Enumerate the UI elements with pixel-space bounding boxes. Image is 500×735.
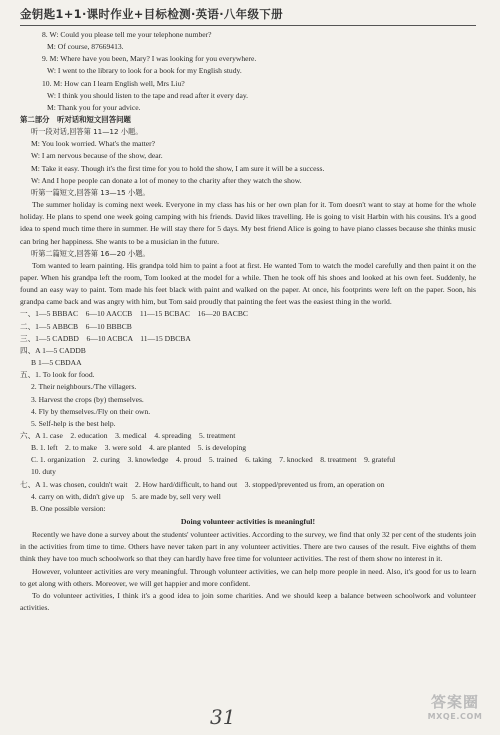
answer-line: 二、1—5 ABBCB 6—10 BBBCB — [20, 321, 132, 331]
answer-line: 一、1—5 BBBAC 6—10 AACCB 11—15 BCBAC 16—20 BACBC — [20, 309, 248, 319]
answer-line: 三、1—5 CADBD 6—10 ACBCA 11—15 DBCBA — [20, 333, 191, 343]
answer-key — [20, 308, 476, 515]
watermark-text: 答案圈 — [430, 693, 479, 711]
answer-line: 五、1. To look for food. — [20, 370, 95, 380]
passage-2: Tom wanted to learn painting. His grandpa told him to paint a foot at first. He wanted Tom to watch the model carefully and then paint it on the paper. When his grandpa left the room, Tom looked at the model for a while. Then he took off his shoes and looked at his own feet. Suddenly, he found an easy way to paint. Tom made his feet black with paint and walked on the paper. At once, his footprints were left on the paper. Soon, his grandpa came back and was angry with him, but Tom said proudly that painting the feet was the easiest thing in the world. — [20, 260, 476, 307]
text-line: M: You look worried. What's the matter? — [31, 139, 155, 149]
answer-line: 4. carry on with, didn't give up 5. are made by, sell very well — [31, 491, 221, 501]
essay-paragraph: Recently we have done a survey about the students' volunteer activities. According to the survey, we find that only 32 per cent of the students join in the activities from time to time. Others have never taken part in any volunteer activities. There are two causes of the result. Five eighths of them think they have too much schoolwork so that they can hardly have free time for volunteer activities. The rest of them show no interest in it. — [20, 530, 476, 564]
text-line: 10. M: How can I learn English well, Mrs Liu? — [42, 78, 185, 88]
dialogue-block-2 — [20, 138, 476, 187]
watermark-url: MXQE.COM — [427, 712, 483, 721]
answer-line: B 1—5 CBDAA — [31, 358, 82, 368]
answer-line: B. One possible version: — [31, 503, 106, 513]
passage-1: The summer holiday is coming next week. Everyone in my class has his or her own plan for it. Tom doesn't want to stay at home for the whole holiday. He plans to spend one week going camping with his friends. David likes travelling. He is going to visit Harbin with his cousins. It's a good idea to spend much time there in summer. He will stay there for 5 days. My best friend Alice is going to have piano classes because she thinks music can bring her happiness. She wants to be a musician in the future. — [20, 200, 476, 246]
answer-line: 2. Their neighbours./The villagers. — [31, 382, 137, 392]
answer-line: 5. Self-help is the best help. — [31, 418, 116, 428]
essay-paragraph: To do volunteer activities, I think it's a good idea to join some charities. And we should keep a balance between schoolwork and volunteer activities. — [20, 590, 476, 613]
text-line: M: Take it easy. Though it's the first time for you to hold the show, I am sure it will be a success. — [31, 163, 325, 173]
answer-line: 10. duty — [31, 467, 56, 477]
page-number: 31 — [210, 705, 236, 729]
answer-line: C. 1. organization 2. curing 3. knowledge 4. proud 5. trained 6. taking 7. knocked 8. treatment 9. grateful — [31, 455, 396, 465]
text-line: 9. M: Where have you been, Mary? I was looking for you everywhere. — [42, 54, 257, 64]
text-line: 8. W: Could you please tell me your telephone number? — [42, 30, 212, 39]
essay — [20, 529, 476, 614]
answer-line: 四、A 1—5 CADDB — [20, 345, 86, 355]
answer-line: 六、A 1. case 2. education 3. medical 4. spreading 5. treatment — [20, 431, 236, 440]
text-line: W: I went to the library to look for a book for my English study. — [47, 66, 242, 76]
listening-hint: 听第二篇短文,回答第 16—20 小题。 — [31, 248, 150, 258]
answer-line: B. 1. left 2. to make 3. were sold 4. are planted 5. is developing — [31, 443, 247, 453]
answer-line: 七、A 1. was chosen, couldn't wait 2. How hard/difficult, to hand out 3. stopped/prevented us from, an operation on — [20, 479, 385, 489]
page-header: 金钥匙1+1·课时作业+目标检测·英语·八年级下册 — [20, 6, 476, 26]
listening-hint: 听一段对话,回答第 11—12 小题。 — [31, 127, 143, 137]
essay-title: Doing volunteer activities is meaningful! — [180, 517, 316, 527]
listening-hint: 听第一篇短文,回答第 13—15 小题。 — [31, 187, 150, 197]
answer-line: 4. Fly by themselves./Fly on their own. — [31, 406, 151, 416]
text-line: M: Of course, 87669413. — [47, 42, 124, 52]
dialogue-block-1 — [20, 29, 476, 114]
text-line: W: I think you should listen to the tape and read after it every day. — [47, 90, 249, 100]
text-line: W: And I hope people can donate a lot of money to the charity after they watch the show. — [31, 175, 302, 185]
text-line: W: I am nervous because of the show, dear. — [31, 151, 163, 161]
section-heading: 第二部分 听对话和短文回答问题 — [20, 115, 131, 125]
watermark-logo — [420, 691, 490, 727]
text-line: M: Thank you for your advice. — [47, 102, 141, 112]
essay-paragraph: However, volunteer activities are very meaningful. Through volunteer activities, we can help more people in need. Also, it's good for us to learn to get along with others. Moreover, we will get happier and more confident. — [20, 566, 476, 588]
answer-line: 3. Harvest the crops (by) themselves. — [31, 394, 144, 404]
